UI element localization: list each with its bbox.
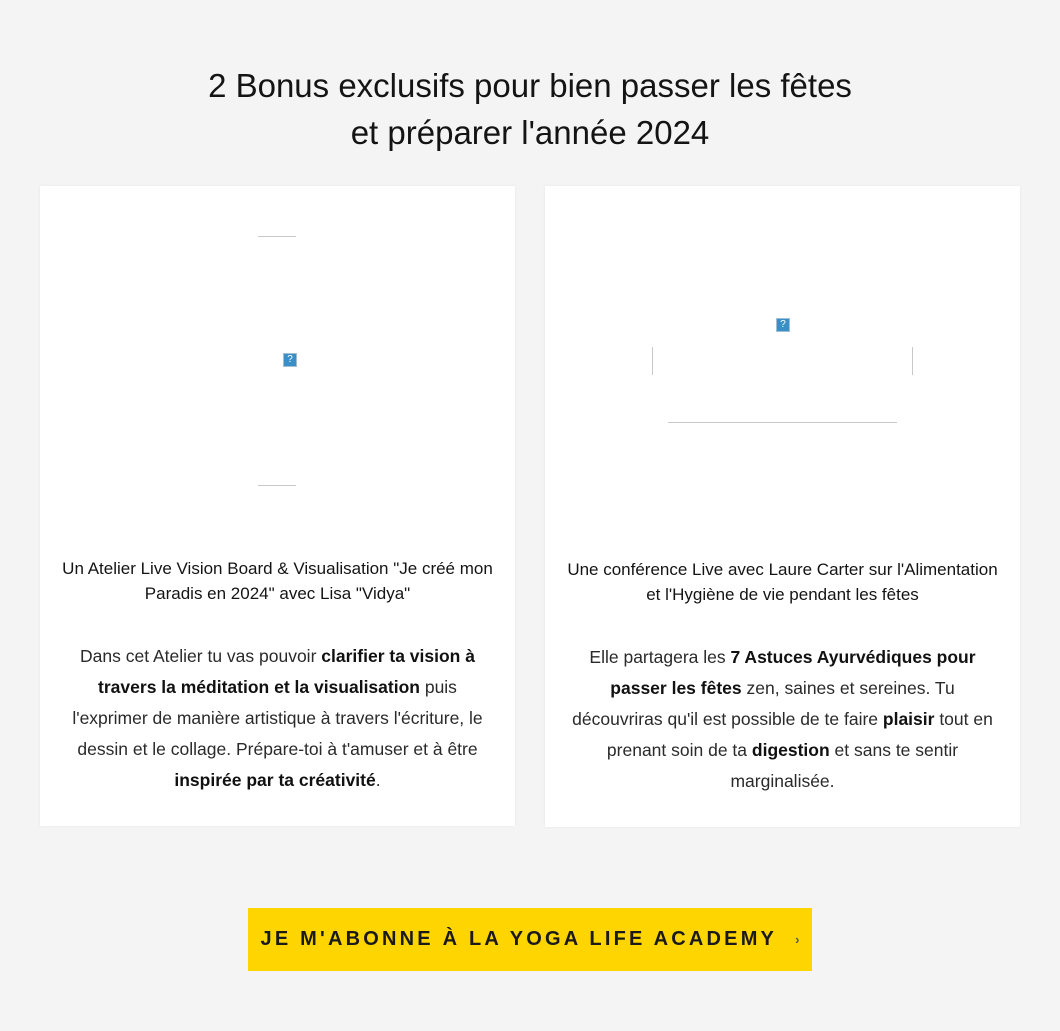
- emphasis-text: inspirée par ta créativité: [174, 770, 376, 790]
- emphasis-text: clarifier ta vision à travers la méditation et la visualisation: [98, 646, 475, 697]
- broken-image-icon: ?: [283, 353, 297, 367]
- subscribe-button-label: JE M'ABONNE À LA YOGA LIFE ACADEMY: [260, 928, 778, 950]
- body-text: Dans cet Atelier tu vas pouvoir: [80, 646, 322, 666]
- image-frame-left: [652, 347, 653, 375]
- image-frame-top: [258, 236, 296, 237]
- title-line-2: et préparer l'année 2024: [350, 114, 710, 151]
- bonus-card-conference: [545, 186, 1020, 827]
- body-text: et sans te sentir marginalisée.: [730, 740, 959, 791]
- card-heading: Une conférence Live avec Laure Carter sur l'Alimentation et l'Hygiène de vie pendant les fêtes: [567, 560, 998, 604]
- body-text: zen, saines et sereines. Tu découvriras qu'il est possible de te faire: [572, 678, 955, 729]
- body-text: tout en prenant soin de ta: [606, 709, 993, 760]
- body-text: Elle partagera les: [589, 647, 731, 667]
- title-line-1: 2 Bonus exclusifs pour bien passer les fêtes: [208, 67, 852, 104]
- card-image-placeholder: [40, 186, 515, 516]
- image-frame-bottom: [668, 422, 897, 423]
- card-heading: Un Atelier Live Vision Board & Visualisation "Je créé mon Paradis en 2024" avec Lisa "Vidya": [62, 559, 493, 603]
- chevron-right-icon: ›: [795, 932, 800, 947]
- card-description: [567, 642, 998, 797]
- card-description: [62, 641, 493, 796]
- bonus-card-vision-board: [40, 186, 515, 826]
- body-text: puis l'exprimer de manière artistique à travers l'écriture, le dessin et le collage. Prépare-toi à t'amuser et à être: [72, 677, 483, 759]
- broken-image-icon: ?: [776, 318, 790, 332]
- image-frame-bottom: [258, 485, 296, 486]
- body-text: .: [375, 770, 381, 790]
- emphasis-text: plaisir: [882, 709, 935, 729]
- card-image-placeholder: [545, 186, 1020, 516]
- image-frame-right: [912, 347, 913, 375]
- emphasis-text: 7 Astuces Ayurvédiques pour passer les fêtes: [610, 647, 976, 698]
- page-title: [0, 62, 1060, 156]
- subscribe-button[interactable]: [248, 908, 812, 971]
- emphasis-text: digestion: [751, 740, 830, 760]
